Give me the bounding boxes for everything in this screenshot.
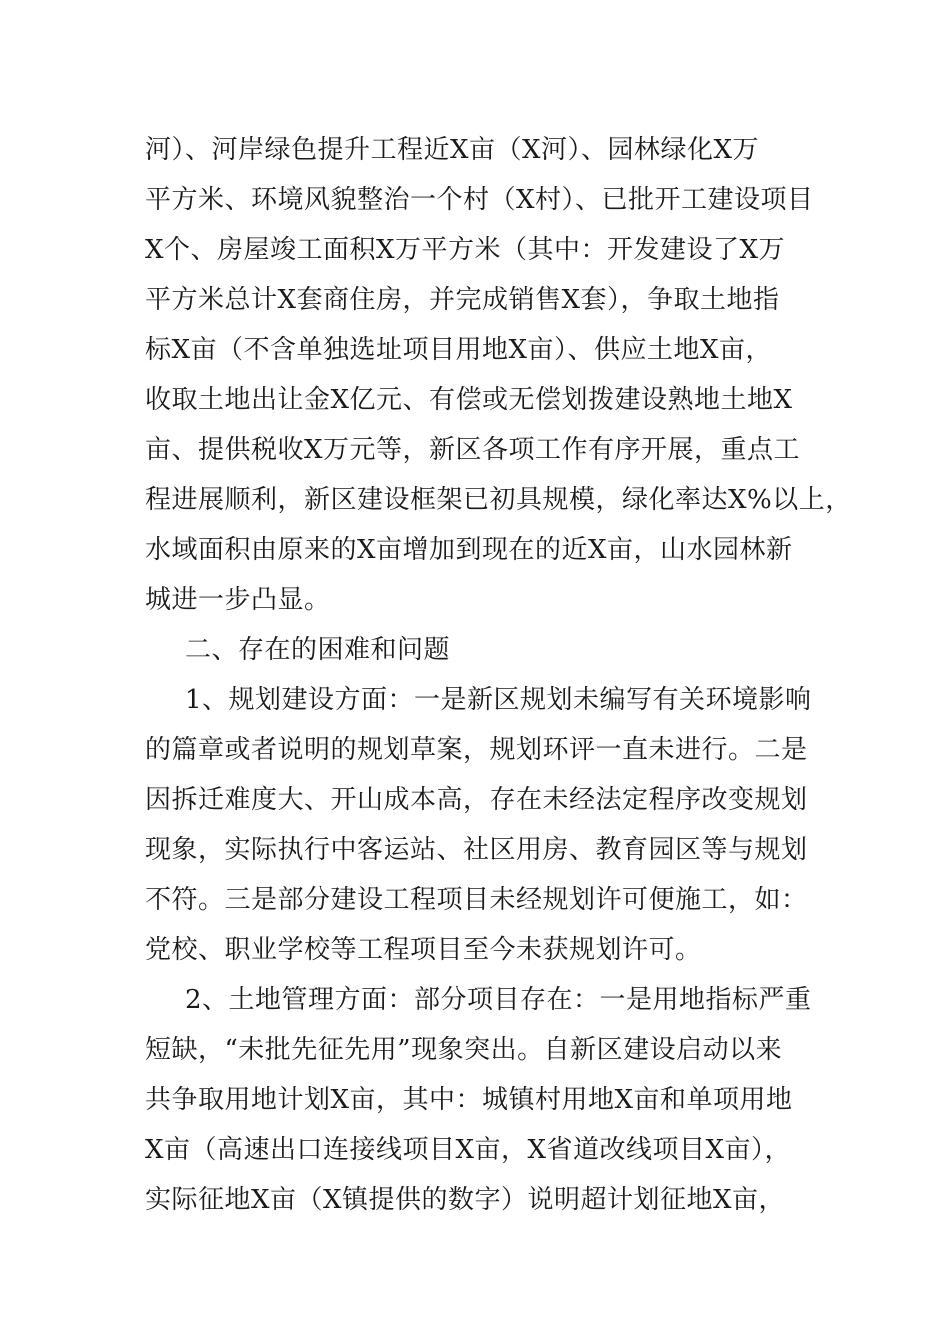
text-line: 不符。三是部分建设工程项目未经规划许可便施工，如： (145, 885, 808, 915)
text-line: 共争取用地计划X亩，其中：城镇村用地X亩和单项用地 (145, 1085, 793, 1115)
text-line: 2、土地管理方面：部分项目存在：一是用地指标严重 (185, 985, 812, 1015)
text-line: 标X亩（不含单独选址项目用地X亩）、供应土地X亩， (145, 335, 773, 365)
text-line: 短缺，“未批先征先用”现象突出。自新区建设启动以来 (145, 1035, 783, 1065)
text-line: X个、房屋竣工面积X万平方米（其中：开发建设了X万 (145, 235, 786, 265)
text-line: X亩（高速出口连接线项目X亩，X省道改线项目X亩）， (145, 1135, 792, 1165)
text-line: 平方米、环境风貌整治一个村（X村）、已批开工建设项目 (145, 185, 814, 215)
text-line: 的篇章或者说明的规划草案，规划环评一直未进行。二是 (145, 735, 808, 765)
section-heading: 二、存在的困难和问题 (185, 635, 451, 665)
text-line: 平方米总计X套商住房，并完成销售X套），争取土地指 (145, 285, 780, 315)
text-line: 1、规划建设方面：一是新区规划未编写有关环境影响 (185, 685, 812, 715)
text-line: 河）、河岸绿色提升工程近X亩（X河）、园林绿化X万 (145, 135, 760, 165)
text-line: 现象，实际执行中客运站、社区用房、教育园区等与规划 (145, 835, 808, 865)
text-line: 程进展顺利，新区建设框架已初具规模，绿化率达X%以上， (145, 485, 852, 515)
text-line: 城进一步凸显。 (145, 585, 331, 615)
text-line: 亩、提供税收X万元等，新区各项工作有序开展，重点工 (145, 435, 801, 465)
text-line: 实际征地X亩（X镇提供的数字）说明超计划征地X亩， (145, 1185, 786, 1215)
text-line: 收取土地出让金X亿元、有偿或无偿划拨建设熟地土地X (145, 385, 793, 415)
text-line: 因拆迁难度大、开山成本高，存在未经法定程序改变规划 (145, 785, 808, 815)
text-line: 党校、职业学校等工程项目至今未获规划许可。 (145, 935, 702, 965)
text-line: 水域面积由原来的X亩增加到现在的近X亩，山水园林新 (145, 535, 793, 565)
